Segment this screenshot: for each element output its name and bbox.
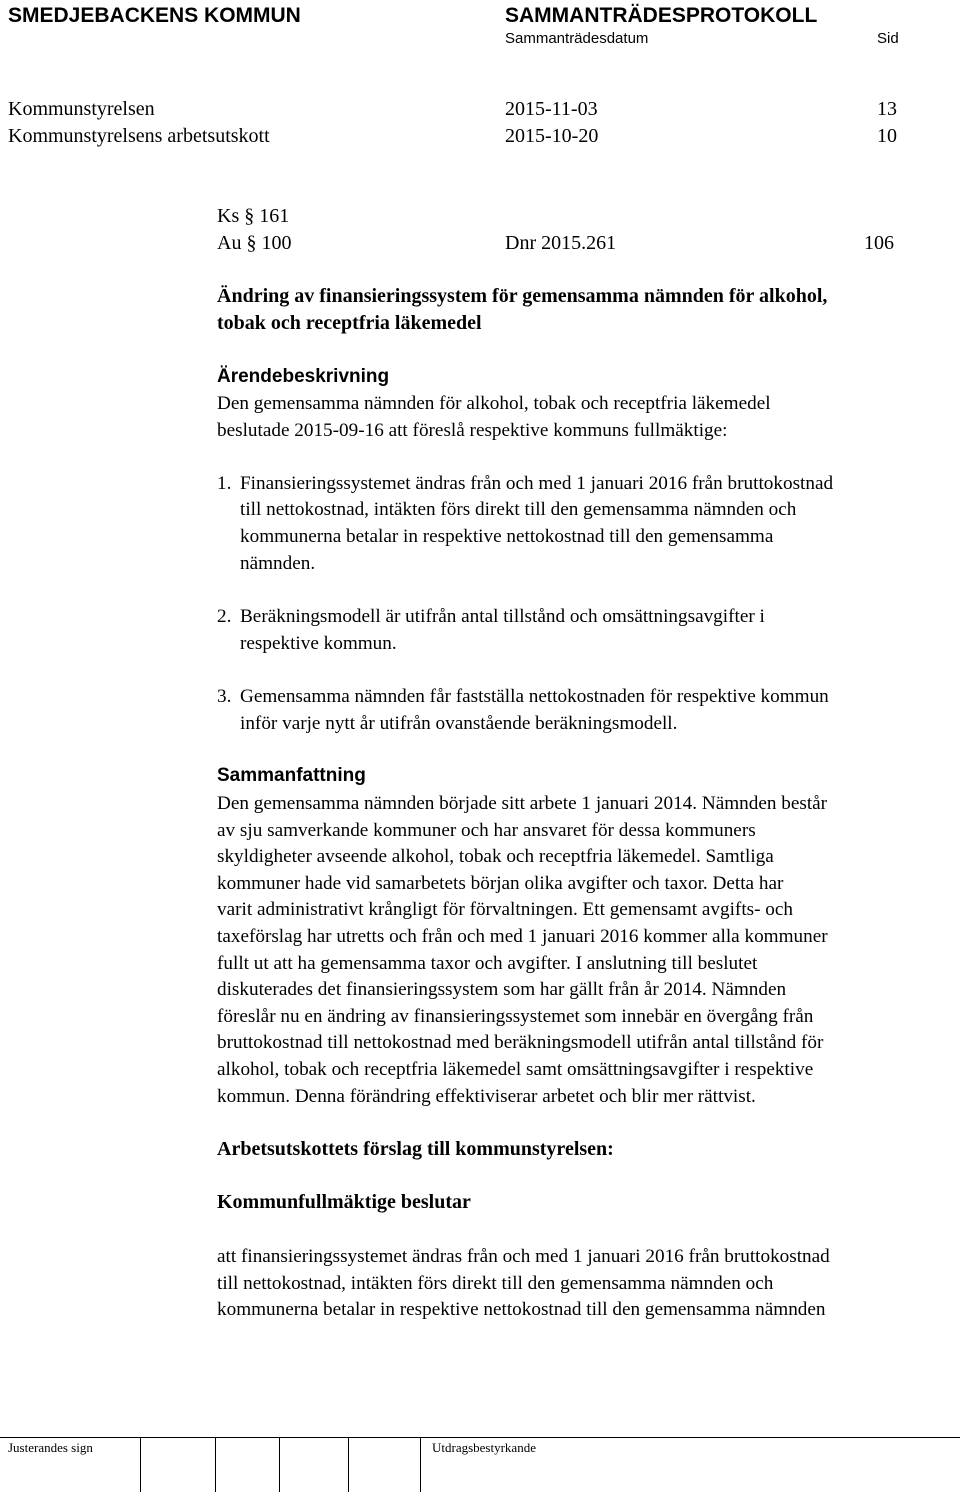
list-item-number: 1. bbox=[217, 473, 232, 494]
footer-rule bbox=[0, 1437, 960, 1438]
dnr-ref: Dnr 2015.261 bbox=[505, 232, 617, 254]
sammanfattning-line: diskuterades det finansieringssystem som har gällt från år 2014. Nämnden bbox=[217, 979, 787, 1001]
utdragsbestyrkande-label: Utdragsbestyrkande bbox=[432, 1440, 536, 1455]
ks-paragraph-ref: Ks § 161 bbox=[217, 205, 290, 227]
list-item-number: 3. bbox=[217, 686, 232, 707]
list-item-line: Gemensamma nämnden får fastställa nettokostnaden för respektive kommun bbox=[240, 686, 829, 707]
arende-heading: Ärendebeskrivning bbox=[217, 366, 390, 387]
meeting-body: Kommunstyrelsen bbox=[8, 98, 155, 120]
au-paragraph-ref: Au § 100 bbox=[217, 232, 292, 254]
list-item-line: inför varje nytt år utifrån ovanstående beräkningsmodell. bbox=[240, 713, 678, 734]
list-item-line: kommunerna betalar in respektive nettokostnad till den gemensamma bbox=[240, 526, 774, 547]
beslut-line: att finansieringssystemet ändras från och med 1 januari 2016 från bruttokostnad bbox=[217, 1246, 830, 1267]
sammanfattning-line: alkohol, tobak och receptfria läkemedel samt omsättningsavgifter i respektive bbox=[217, 1059, 814, 1080]
sammanfattning-line: taxeförslag har utretts och från och med 1 januari 2016 kommer alla kommuner bbox=[217, 926, 828, 947]
forslag-heading: Arbetsutskottets förslag till kommunstyrelsen: bbox=[217, 1138, 614, 1160]
list-item-line: nämnden. bbox=[240, 553, 316, 574]
meeting-date-label: Sammanträdesdatum bbox=[505, 30, 649, 47]
beslut-line: till nettokostnad, intäkten förs direkt till den gemensamma nämnden och bbox=[217, 1273, 774, 1294]
sammanfattning-line: varit administrativt krångligt för förvaltningen. Ett gemensamt avgifts- och bbox=[217, 899, 794, 921]
list-item-line: Beräkningsmodell är utifrån antal tillstånd och omsättningsavgifter i bbox=[240, 606, 765, 627]
meeting-page: 10 bbox=[877, 125, 897, 147]
sammanfattning-line: föreslår nu en ändring av finansieringssystemet som innebär en övergång från bbox=[217, 1005, 814, 1027]
meeting-page: 13 bbox=[877, 98, 897, 120]
sammanfattning-line: fullt ut att ha gemensamma taxor och avgifter. I anslutning till beslutet bbox=[217, 952, 758, 974]
meeting-body: Kommunstyrelsens arbetsutskott bbox=[8, 125, 270, 147]
signature-divider bbox=[279, 1437, 280, 1492]
list-item-line: till nettokostnad, intäkten förs direkt till den gemensamma nämnden och bbox=[240, 499, 797, 520]
arende-line: Den gemensamma nämnden för alkohol, tobak och receptfria läkemedel bbox=[217, 393, 771, 414]
signature-divider bbox=[140, 1437, 141, 1492]
municipality-name: SMEDJEBACKENS KOMMUN bbox=[8, 4, 301, 27]
signature-divider bbox=[215, 1437, 216, 1492]
meeting-date: 2015-11-03 bbox=[505, 98, 598, 120]
sammanfattning-line: Den gemensamma nämnden började sitt arbete 1 januari 2014. Nämnden består bbox=[217, 793, 828, 814]
justerandes-sign-label: Justerandes sign bbox=[8, 1440, 93, 1455]
sammanfattning-line: bruttokostnad till nettokostnad med beräkningsmodell utifrån antal tillstånd för bbox=[217, 1032, 824, 1054]
document-type: SAMMANTRÄDESPROTOKOLL bbox=[505, 4, 818, 27]
list-item-line: Finansieringssystemet ändras från och med 1 januari 2016 från bruttokostnad bbox=[240, 473, 834, 494]
arende-line: beslutade 2015-09-16 att föreslå respektive kommuns fullmäktige: bbox=[217, 420, 728, 441]
list-item-number: 2. bbox=[217, 606, 232, 627]
item-title-line: Ändring av finansieringssystem för gemensamma nämnden för alkohol, bbox=[217, 285, 828, 307]
signature-divider bbox=[348, 1437, 349, 1492]
sammanfattning-line: av sju samverkande kommuner och har ansvaret för dessa kommuners bbox=[217, 819, 756, 841]
page-label: Sid bbox=[877, 30, 899, 47]
case-number: 106 bbox=[864, 232, 894, 254]
beslut-line: kommunerna betalar in respektive nettokostnad till den gemensamma nämnden bbox=[217, 1299, 826, 1320]
list-item-line: respektive kommun. bbox=[240, 633, 397, 654]
beslut-heading: Kommunfullmäktige beslutar bbox=[217, 1191, 471, 1213]
sammanfattning-heading: Sammanfattning bbox=[217, 765, 366, 786]
meeting-date: 2015-10-20 bbox=[505, 125, 599, 147]
sammanfattning-line: skyldigheter avseende alkohol, tobak och receptfria läkemedel. Samtliga bbox=[217, 846, 774, 868]
sammanfattning-line: kommuner hade vid samarbetets början olika avgifter och taxor. Detta har bbox=[217, 872, 784, 894]
item-title-line: tobak och receptfria läkemedel bbox=[217, 312, 482, 334]
sammanfattning-line: kommun. Denna förändring effektiviserar arbetet och blir mer rättvist. bbox=[217, 1085, 756, 1107]
signature-divider bbox=[420, 1437, 421, 1492]
